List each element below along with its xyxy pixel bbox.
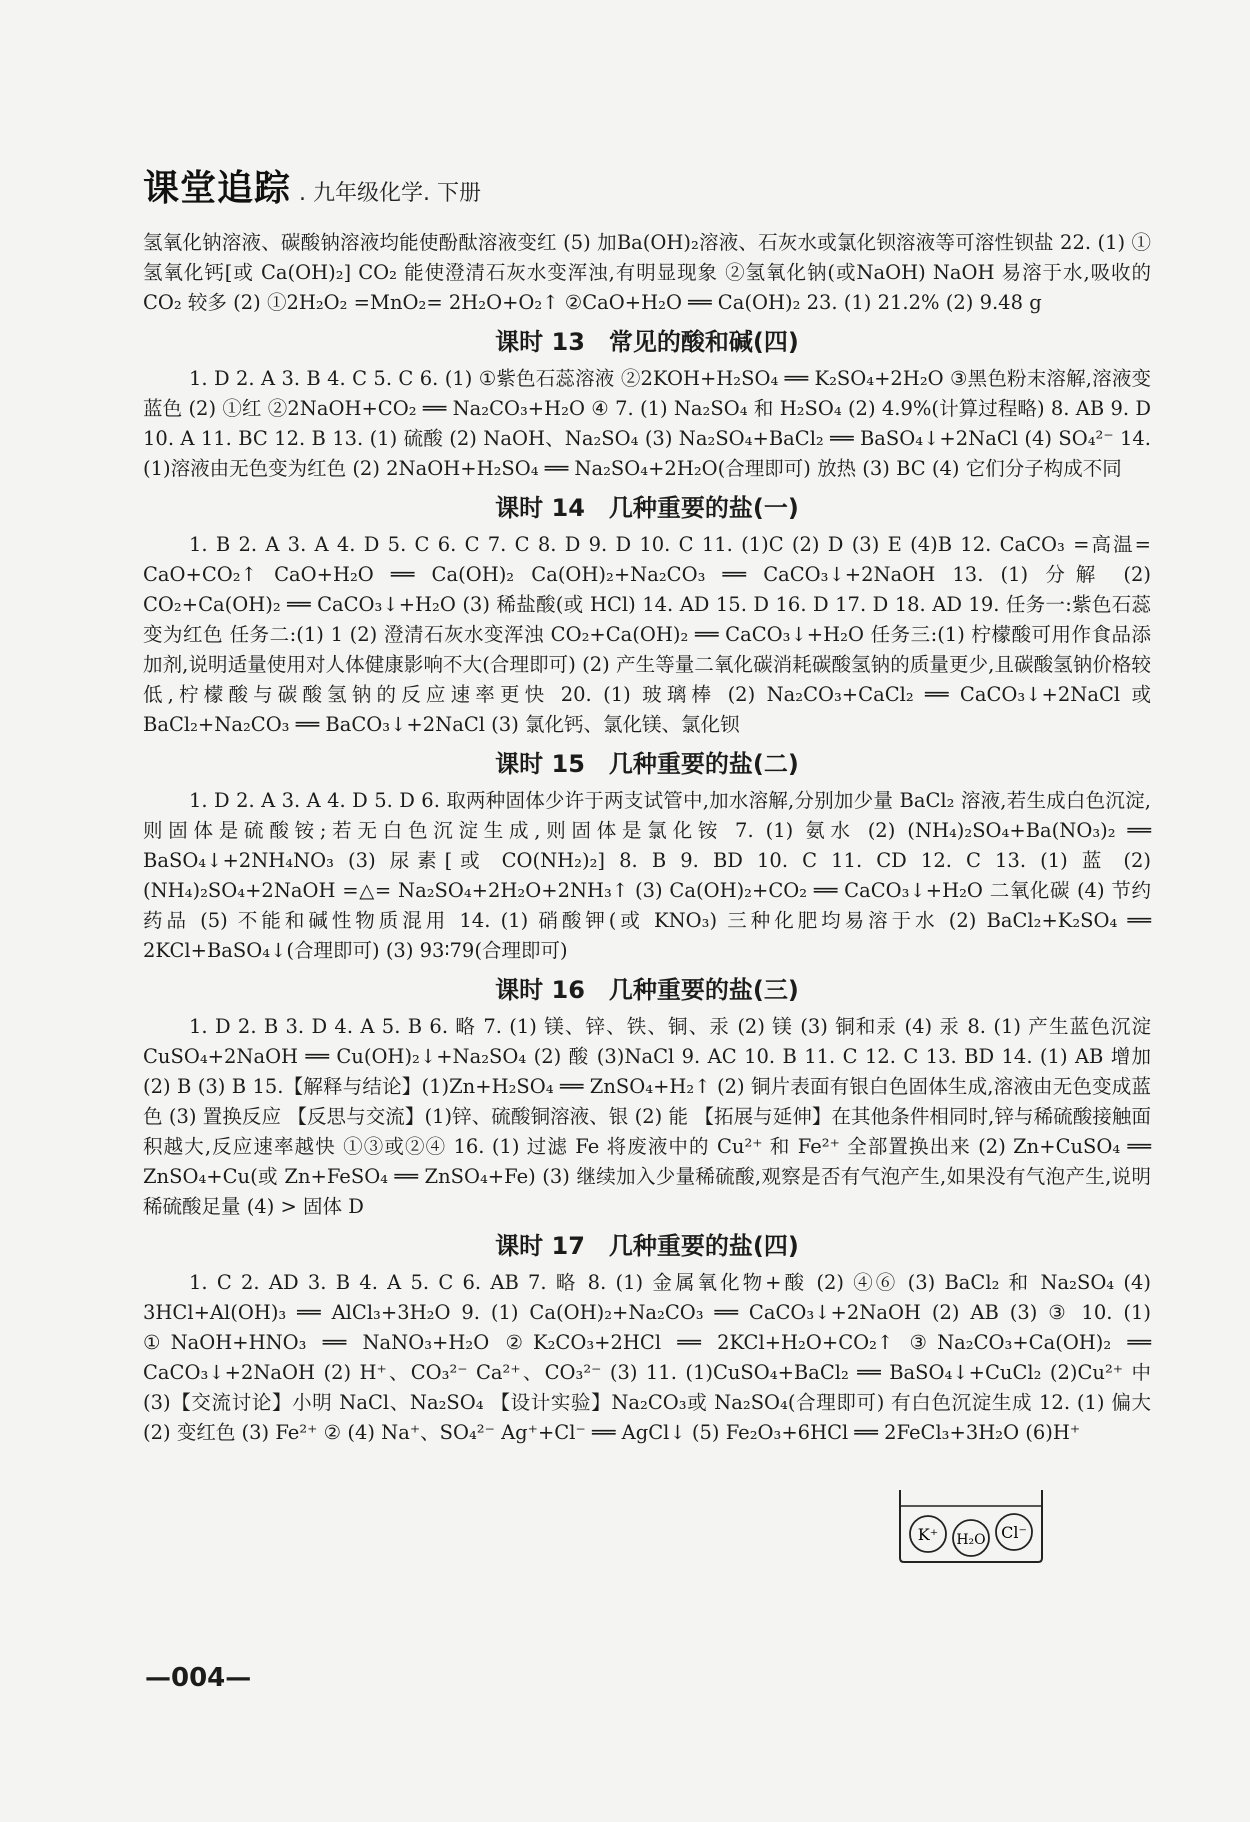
- section-title-17: 课时 17 几种重要的盐(四): [495, 1232, 799, 1260]
- section-text-14: 1. B 2. A 3. A 4. D 5. C 6. C 7. C 8. D 9. D 10. C 11. (1)C (2) D (3) E (4)B 12. CaCO₃ =高温= CaO+CO₂↑ CaO+H₂O ══ Ca(OH)₂ Ca(OH)₂+Na₂CO₃ ══ CaCO₃↓+2NaOH 13. (1) 分解 (2) CO₂+Ca(OH)₂ ══ CaCO₃↓+H₂O (3) 稀盐酸(或 HCl) 14. AD 15. D 16. D 17. D 18. AD 19. 任务一:紫色石蕊 变为红色 任务二:(1) 1 (2) 澄清石灰水变浑浊 CO₂+Ca(OH)₂ ══ CaCO₃↓+H₂O 任务三:(1) 柠檬酸可用作食品添加剂,说明适量使用对人体健康影响不大(合理即可) (2) 产生等量二氧化碳消耗碳酸氢钠的质量更少,且碳酸氢钠价格较低,柠檬酸与碳酸氢钠的反应速率更快 20. (1) 玻璃棒 (2) Na₂CO₃+CaCl₂ ══ CaCO₃↓+2NaCl 或 BaCl₂+Na₂CO₃ ══ BaCO₃↓+2NaCl (3) 氯化钙、氯化镁、氯化钡: [143, 533, 1151, 736]
- section-title-15: 课时 15 几种重要的盐(二): [495, 750, 799, 778]
- section-title-14: 课时 14 几种重要的盐(一): [495, 494, 799, 522]
- section-title-16: 课时 16 几种重要的盐(三): [495, 976, 799, 1004]
- book-logo: 课堂追踪: [143, 168, 292, 209]
- section-title-13: 课时 13 常见的酸和碱(四): [495, 328, 799, 356]
- header: [143, 160, 481, 211]
- section-text-15: 1. D 2. A 3. A 4. D 5. D 6. 取两种固体少许于两支试管中,加水溶解,分别加少量 BaCl₂ 溶液,若生成白色沉淀,则固体是硫酸铵;若无白色沉淀生成,则固体是氯化铵 7. (1) 氨水 (2) (NH₄)₂SO₄+Ba(NO₃)₂ ══ BaSO₄↓+2NH₄NO₃ (3) 尿素[或 CO(NH₂)₂] 8. B 9. BD 10. C 11. CD 12. C 13. (1) 蓝 (2) (NH₄)₂SO₄+2NaOH =△= Na₂SO₄+2H₂O+2NH₃↑ (3) Ca(OH)₂+CO₂ ══ CaCO₃↓+H₂O 二氧化碳 (4) 节约药品 (5) 不能和碱性物质混用 14. (1) 硝酸钾(或 KNO₃) 三种化肥均易溶于水 (2) BaCl₂+K₂SO₄ ══ 2KCl+BaSO₄↓(合理即可) (3) 93∶79(合理即可): [143, 789, 1151, 962]
- section-text-13: 1. D 2. A 3. B 4. C 5. C 6. (1) ①紫色石蕊溶液 ②2KOH+H₂SO₄ ══ K₂SO₄+2H₂O ③黑色粉末溶解,溶液变蓝色 (2) ①红 ②2NaOH+CO₂ ══ Na₂CO₃+H₂O ④ 7. (1) Na₂SO₄ 和 H₂SO₄ (2) 4.9%(计算过程略) 8. AB 9. D 10. A 11. BC 12. B 13. (1) 硫酸 (2) NaOH、Na₂SO₄ (3) Na₂SO₄+BaCl₂ ══ BaSO₄↓+2NaCl (4) SO₄²⁻ 14. (1)溶液由无色变为红色 (2) 2NaOH+H₂SO₄ ══ Na₂SO₄+2H₂O(合理即可) 放热 (3) BC (4) 它们分子构成不同: [143, 367, 1151, 480]
- ion-label-k: K⁺: [917, 1525, 939, 1544]
- intro-paragraph: 氢氧化钠溶液、碳酸钠溶液均能使酚酞溶液变红 (5) 加Ba(OH)₂溶液、石灰水或氯化钡溶液等可溶性钡盐 22. (1) ①氢氧化钙[或 Ca(OH)₂] CO₂ 能使澄清石灰水变浑浊,有明显现象 ②氢氧化钠(或NaOH) NaOH 易溶于水,吸收的 CO₂ 较多 (2) ①2H₂O₂ =MnO₂= 2H₂O+O₂↑ ②CaO+H₂O ══ Ca(OH)₂ 23. (1) 21.2% (2) 9.48 g: [143, 231, 1151, 314]
- section-text-16: 1. D 2. B 3. D 4. A 5. B 6. 略 7. (1) 镁、锌、铁、铜、汞 (2) 镁 (3) 铜和汞 (4) 汞 8. (1) 产生蓝色沉淀 CuSO₄+2NaOH ══ Cu(OH)₂↓+Na₂SO₄ (2) 酸 (3)NaCl 9. AC 10. B 11. C 12. C 13. BD 14. (1) AB 增加 (2) B (3) B 15.【解释与结论】(1)Zn+H₂SO₄ ══ ZnSO₄+H₂↑ (2) 铜片表面有银白色固体生成,溶液由无色变成蓝色 (3) 置换反应 【反思与交流】(1)锌、硫酸铜溶液、银 (2) 能 【拓展与延伸】在其他条件相同时,锌与稀硫酸接触面积越大,反应速率越快 ①③或②④ 16. (1) 过滤 Fe 将废液中的 Cu²⁺ 和 Fe²⁺ 全部置换出来 (2) Zn+CuSO₄ ══ ZnSO₄+Cu(或 Zn+FeSO₄ ══ ZnSO₄+Fe) (3) 继续加入少量稀硫酸,观察是否有气泡产生,如果没有气泡产生,说明稀硫酸足量 (4) > 固体 D: [143, 1015, 1151, 1218]
- answer-content: [143, 228, 1151, 1448]
- page-number: —004—: [145, 1663, 252, 1693]
- ion-label-cl: Cl⁻: [1001, 1523, 1027, 1542]
- ion-label-h2o: H₂O: [956, 1532, 986, 1548]
- book-subtitle: . 九年级化学. 下册: [299, 181, 481, 206]
- section-text-17: 1. C 2. AD 3. B 4. A 5. C 6. AB 7. 略 8. (1) 金属氧化物+酸 (2) ④⑥ (3) BaCl₂ 和 Na₂SO₄ (4) 3HCl+Al(OH)₃ ══ AlCl₃+3H₂O 9. (1) Ca(OH)₂+Na₂CO₃ ══ CaCO₃↓+2NaOH (2) AB (3) ③ 10. (1) ①NaOH+HNO₃ ══ NaNO₃+H₂O ②K₂CO₃+2HCl ══ 2KCl+H₂O+CO₂↑ ③Na₂CO₃+Ca(OH)₂ ══ CaCO₃↓+2NaOH (2) H⁺、CO₃²⁻ Ca²⁺、CO₃²⁻ (3) 11. (1)CuSO₄+BaCl₂ ══ BaSO₄↓+CuCl₂ (2)Cu²⁺ 中 (3)【交流讨论】小明 NaCl、Na₂SO₄ 【设计实验】Na₂CO₃或 Na₂SO₄(合理即可) 有白色沉淀生成 12. (1) 偏大 (2) 变红色 (3) Fe²⁺ ② (4) Na⁺、SO₄²⁻ Ag⁺+Cl⁻ ══ AgCl↓ (5) Fe₂O₃+6HCl ══ 2FeCl₃+3H₂O (6)H⁺: [143, 1271, 1151, 1444]
- ion-beaker-diagram: [896, 1486, 1046, 1566]
